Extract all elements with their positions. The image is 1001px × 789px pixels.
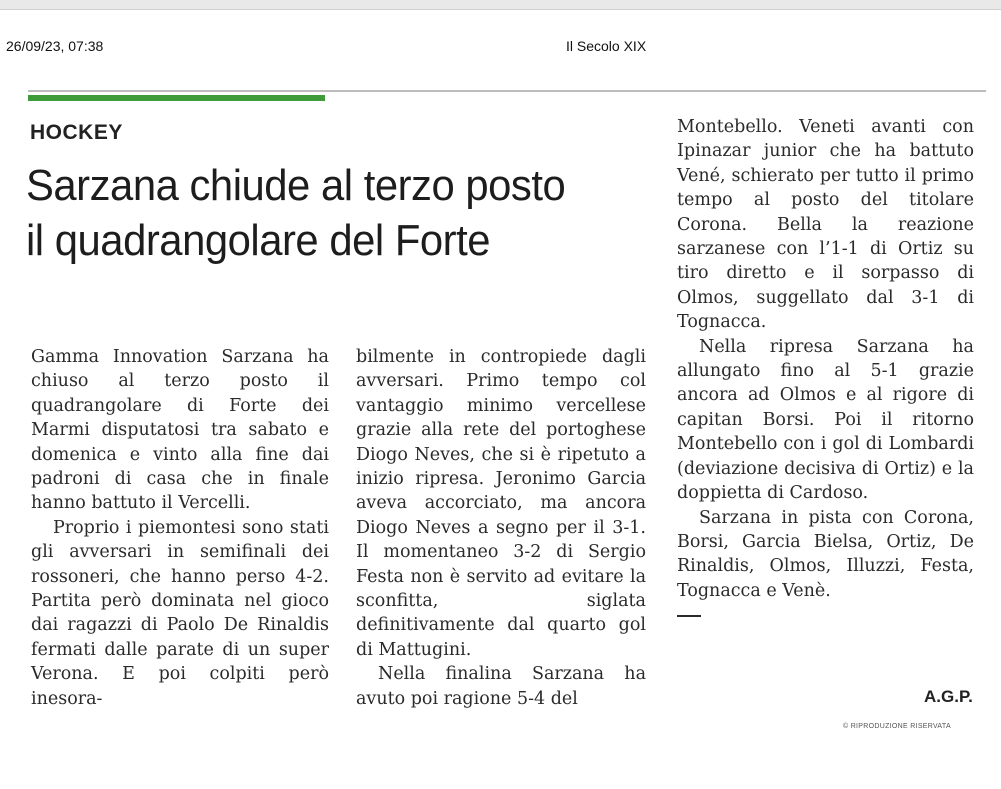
article-headline (26, 158, 634, 268)
paragraph: Sarzana in pista con Corona, Borsi, Garcia Bielsa, Ortiz, De Rinaldis, Olmos, Illuzzi, Festa, Tognacca e Venè. (677, 507, 974, 601)
headline-line-1: Sarzana chiude al terzo posto (26, 161, 566, 210)
print-date: 26/09/23, 07:38 (6, 38, 104, 54)
print-source: Il Secolo XIX (566, 38, 647, 54)
end-dash (677, 615, 701, 617)
article-column-1 (31, 345, 329, 711)
paragraph: Montebello. Veneti avanti con Ipinazar junior che ha battuto Vené, schierato per tutto il primo tempo al posto del titolare Corona. Bella la reazione sarzanese con l’1-1 di Ortiz su tiro diretto e il sorpasso di Olmos, suggellato dal 3-1 di Tognacca. (677, 117, 974, 333)
author-signature: A.G.P. (924, 687, 973, 706)
paragraph: bilmente in contropiede dagli avversari. Primo tempo col vantaggio minimo vercellese grazie alla rete del portoghese Diogo Neves, che si è ripetuto a inizio ripresa. Jeronimo Garcia aveva accorciato, ma ancora Diogo Neves a segno per il 3-1. Il momentaneo 3-2 di Sergio Festa non è servito ad evitare la sconfitta, siglata definitivamente dal quarto gol di Mattugini. (356, 347, 646, 660)
paragraph: Proprio i piemontesi sono stati gli avversari in semifinali dei rossoneri, che hanno perso 4-2. Partita però dominata nel gioco dai ragazzi di Paolo De Rinaldis fermati dalle parate di un super Verona. E poi colpiti però inesora- (31, 517, 329, 709)
article-column-3 (677, 115, 974, 617)
article-column-2 (356, 345, 646, 711)
copyright-notice: © RIPRODUZIONE RISERVATA (843, 723, 951, 730)
section-kicker: HOCKEY (30, 121, 123, 144)
paragraph: Nella ripresa Sarzana ha allungato fino al 5-1 grazie ancora ad Olmos e al rigore di capitan Borsi. Poi il ritorno Montebello con i gol di Lombardi (deviazione decisiva di Ortiz) e la doppietta di Cardoso. (677, 336, 974, 504)
section-accent-bar (28, 95, 325, 101)
print-header (6, 38, 995, 58)
headline-line-2: il quadrangolare del Forte (26, 216, 491, 265)
top-divider-rule (28, 90, 986, 92)
paragraph: Nella finalina Sarzana ha avuto poi ragione 5-4 del (356, 664, 646, 709)
browser-top-bar (0, 0, 1001, 10)
paragraph: Gamma Innovation Sarzana ha chiuso al terzo posto il quadrangolare di Forte dei Marmi disputatosi tra sabato e domenica e vinto alla fine dai padroni di casa che in finale hanno battuto il Vercelli. (31, 347, 329, 514)
